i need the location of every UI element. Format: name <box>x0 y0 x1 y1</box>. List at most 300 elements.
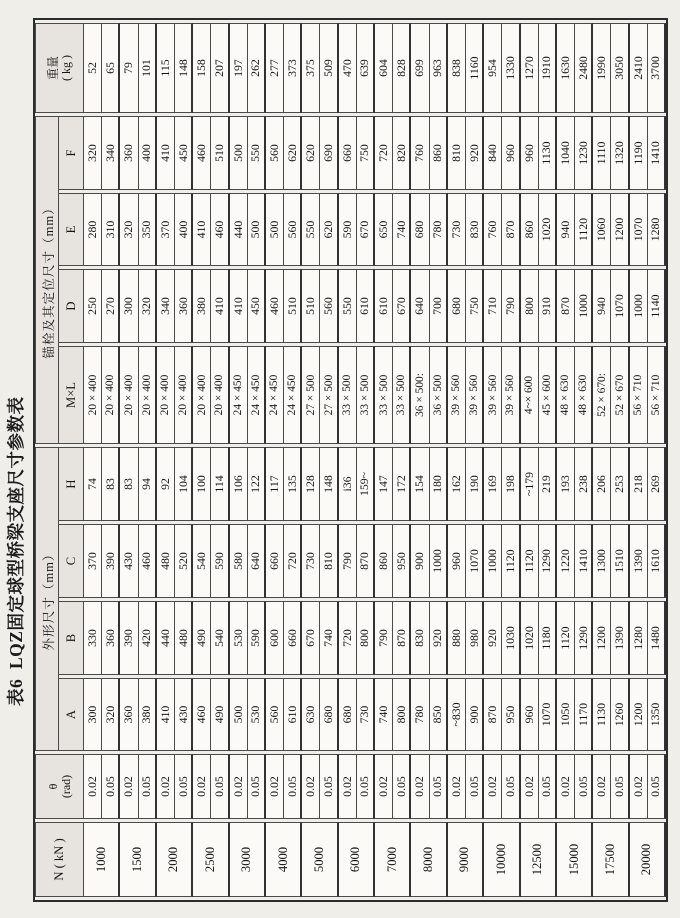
cell-a: 680 <box>320 678 338 751</box>
cell-e: 740 <box>393 193 411 266</box>
cell-mxl: 48 × 630 <box>575 346 593 444</box>
cell-a: 780 <box>411 678 429 751</box>
cell-h: 172 <box>393 447 411 521</box>
cell-kg: 207 <box>211 23 229 113</box>
cell-d: 320 <box>139 269 157 343</box>
cell-kg: 2410 <box>630 23 648 113</box>
cell-mxl: 56 × 710 <box>630 346 648 444</box>
cell-a: 850 <box>430 678 448 751</box>
cell-f: 1110 <box>593 116 611 190</box>
cell-f: 510 <box>211 116 229 190</box>
cell-kg: 65 <box>102 23 120 113</box>
cell-mxl: 45 × 600 <box>539 346 557 444</box>
table-row <box>102 23 120 897</box>
cell-e: 460 <box>211 193 229 266</box>
cell-kg: 1630 <box>557 23 575 113</box>
table-row <box>357 23 375 897</box>
table-row <box>157 23 175 897</box>
cell-kg: 197 <box>230 23 248 113</box>
cell-e: 830 <box>466 193 484 266</box>
cell-f: 960 <box>521 116 539 190</box>
cell-e: 370 <box>157 193 175 266</box>
cell-kg: 158 <box>193 23 211 113</box>
cell-theta: 0.05 <box>430 754 448 819</box>
cell-d: 710 <box>484 269 502 343</box>
cell-a: 460 <box>193 678 211 751</box>
col-header-c: C <box>59 524 84 598</box>
cell-a: 380 <box>139 678 157 751</box>
cell-b: 920 <box>484 601 502 675</box>
cell-b: 440 <box>157 601 175 675</box>
cell-d: 1140 <box>648 269 666 343</box>
cell-h: 83 <box>102 447 120 521</box>
cell-e: 940 <box>557 193 575 266</box>
cell-c: 640 <box>248 524 266 598</box>
cell-d: 250 <box>84 269 102 343</box>
cell-a: ~830 <box>448 678 466 751</box>
cell-h: 94 <box>139 447 157 521</box>
cell-kg: 277 <box>266 23 284 113</box>
table-row <box>648 23 666 897</box>
cell-theta: 0.05 <box>284 754 302 819</box>
cell-c: 370 <box>84 524 102 598</box>
cell-d: 550 <box>339 269 357 343</box>
cell-theta: 0.02 <box>302 754 320 819</box>
cell-kg: 828 <box>393 23 411 113</box>
cell-theta: 0.05 <box>393 754 411 819</box>
table-row <box>557 23 575 897</box>
cell-e: 620 <box>320 193 338 266</box>
cell-b: 390 <box>120 601 138 675</box>
cell-theta: 0.05 <box>248 754 266 819</box>
cell-d: 610 <box>375 269 393 343</box>
cell-a: 610 <box>284 678 302 751</box>
cell-theta: 0.05 <box>575 754 593 819</box>
cell-a: 530 <box>248 678 266 751</box>
cell-theta: 0.05 <box>357 754 375 819</box>
cell-f: 360 <box>120 116 138 190</box>
cell-e: 350 <box>139 193 157 266</box>
cell-f: 1130 <box>539 116 557 190</box>
cell-f: 960 <box>502 116 520 190</box>
table-row <box>339 23 357 897</box>
cell-h: i36 <box>339 447 357 521</box>
cell-c: 540 <box>193 524 211 598</box>
cell-kg: 115 <box>157 23 175 113</box>
cell-mxl: 39 × 560 <box>502 346 520 444</box>
cell-c: 720 <box>284 524 302 598</box>
table-row <box>521 23 539 897</box>
cell-h: ~179 <box>521 447 539 521</box>
cell-b: 1280 <box>630 601 648 675</box>
cell-c: 1610 <box>648 524 666 598</box>
table-row <box>266 23 284 897</box>
cell-mxl: 4~× 600 <box>521 346 539 444</box>
cell-c: 810 <box>320 524 338 598</box>
table-row <box>375 23 393 897</box>
cell-d: 1070 <box>611 269 629 343</box>
cell-d: 1000 <box>575 269 593 343</box>
cell-e: 500 <box>266 193 284 266</box>
table-row <box>230 23 248 897</box>
cell-h: 169 <box>484 447 502 521</box>
table-head <box>35 23 84 897</box>
cell-d: 750 <box>466 269 484 343</box>
cell-h: 154 <box>411 447 429 521</box>
cell-a: 300 <box>84 678 102 751</box>
cell-b: 1020 <box>521 601 539 675</box>
cell-f: 920 <box>466 116 484 190</box>
cell-d: 870 <box>557 269 575 343</box>
cell-a: 1050 <box>557 678 575 751</box>
cell-c: 1070 <box>466 524 484 598</box>
cell-theta: 0.05 <box>611 754 629 819</box>
cell-b: 1200 <box>593 601 611 675</box>
cell-c: 1510 <box>611 524 629 598</box>
cell-theta: 0.02 <box>557 754 575 819</box>
cell-e: 730 <box>448 193 466 266</box>
cell-b: 790 <box>375 601 393 675</box>
cell-kg: 375 <box>302 23 320 113</box>
cell-f: 1230 <box>575 116 593 190</box>
cell-c: 900 <box>411 524 429 598</box>
cell-b: 480 <box>175 601 193 675</box>
cell-kg: 954 <box>484 23 502 113</box>
cell-c: 1300 <box>593 524 611 598</box>
cell-kg: 470 <box>339 23 357 113</box>
cell-c: 1000 <box>430 524 448 598</box>
cell-a: 1170 <box>575 678 593 751</box>
cell-e: 670 <box>357 193 375 266</box>
cell-b: 670 <box>302 601 320 675</box>
cell-e: 1020 <box>539 193 557 266</box>
cell-e: 440 <box>230 193 248 266</box>
n-value-cell: 12500 <box>521 822 557 897</box>
cell-kg: 52 <box>84 23 102 113</box>
cell-theta: 0.05 <box>466 754 484 819</box>
cell-c: 960 <box>448 524 466 598</box>
cell-theta: 0.05 <box>320 754 338 819</box>
cell-c: 430 <box>120 524 138 598</box>
cell-e: 1280 <box>648 193 666 266</box>
cell-c: 460 <box>139 524 157 598</box>
table-row <box>611 23 629 897</box>
cell-f: 450 <box>175 116 193 190</box>
cell-b: 360 <box>102 601 120 675</box>
cell-f: 620 <box>284 116 302 190</box>
cell-theta: 0.02 <box>448 754 466 819</box>
cell-d: 640 <box>411 269 429 343</box>
table-row <box>411 23 429 897</box>
cell-f: 840 <box>484 116 502 190</box>
n-value-cell: 7000 <box>375 822 411 897</box>
cell-theta: 0.05 <box>648 754 666 819</box>
cell-f: 1410 <box>648 116 666 190</box>
cell-h: 193 <box>557 447 575 521</box>
col-header-d: D <box>59 269 84 343</box>
cell-mxl: 24 × 450 <box>284 346 302 444</box>
cell-f: 560 <box>266 116 284 190</box>
cell-theta: 0.02 <box>484 754 502 819</box>
cell-theta: 0.05 <box>502 754 520 819</box>
cell-a: 1130 <box>593 678 611 751</box>
cell-b: 880 <box>448 601 466 675</box>
cell-h: 100 <box>193 447 211 521</box>
cell-mxl: 20 × 400 <box>102 346 120 444</box>
cell-a: 900 <box>466 678 484 751</box>
cell-f: 690 <box>320 116 338 190</box>
cell-e: 870 <box>502 193 520 266</box>
table-row <box>248 23 266 897</box>
cell-a: 1350 <box>648 678 666 751</box>
cell-theta: 0.02 <box>375 754 393 819</box>
n-value-cell: 1000 <box>84 822 120 897</box>
cell-a: 630 <box>302 678 320 751</box>
cell-h: 106 <box>230 447 248 521</box>
cell-d: 510 <box>302 269 320 343</box>
table-row <box>575 23 593 897</box>
cell-kg: 1990 <box>593 23 611 113</box>
table-row <box>139 23 157 897</box>
cell-h: 190 <box>466 447 484 521</box>
cell-e: 550 <box>302 193 320 266</box>
cell-a: 680 <box>339 678 357 751</box>
cell-mxl: 33 × 500 <box>339 346 357 444</box>
cell-mxl: 27 × 500 <box>320 346 338 444</box>
col-header-e: E <box>59 193 84 266</box>
cell-b: 870 <box>393 601 411 675</box>
col-header-mxl: M×L <box>59 346 84 444</box>
table-row <box>193 23 211 897</box>
cell-h: 92 <box>157 447 175 521</box>
cell-c: 1290 <box>539 524 557 598</box>
cell-c: 1410 <box>575 524 593 598</box>
cell-d: 380 <box>193 269 211 343</box>
cell-d: 680 <box>448 269 466 343</box>
cell-b: 1480 <box>648 601 666 675</box>
table-row <box>175 23 193 897</box>
cell-mxl: 36 × 500: <box>411 346 429 444</box>
cell-e: 860 <box>521 193 539 266</box>
cell-c: 1000 <box>484 524 502 598</box>
cell-kg: 509 <box>320 23 338 113</box>
cell-f: 760 <box>411 116 429 190</box>
n-value-cell: 20000 <box>630 822 666 897</box>
cell-mxl: 33 × 500 <box>357 346 375 444</box>
cell-d: 360 <box>175 269 193 343</box>
cell-f: 620 <box>302 116 320 190</box>
cell-mxl: 20 × 400 <box>120 346 138 444</box>
cell-c: 390 <box>102 524 120 598</box>
cell-f: 460 <box>193 116 211 190</box>
cell-f: 750 <box>357 116 375 190</box>
cell-h: 162 <box>448 447 466 521</box>
cell-f: 860 <box>430 116 448 190</box>
table-row <box>630 23 648 897</box>
cell-f: 660 <box>339 116 357 190</box>
cell-theta: 0.02 <box>84 754 102 819</box>
cell-kg: 148 <box>175 23 193 113</box>
cell-e: 1120 <box>575 193 593 266</box>
cell-kg: 1160 <box>466 23 484 113</box>
cell-e: 320 <box>120 193 138 266</box>
cell-mxl: 24 × 450 <box>266 346 284 444</box>
cell-mxl: 20 × 400 <box>211 346 229 444</box>
cell-e: 310 <box>102 193 120 266</box>
cell-theta: 0.02 <box>411 754 429 819</box>
cell-c: 860 <box>375 524 393 598</box>
cell-kg: 1910 <box>539 23 557 113</box>
col-header-a: A <box>59 678 84 751</box>
cell-c: 1120 <box>502 524 520 598</box>
cell-theta: 0.02 <box>120 754 138 819</box>
cell-f: 1190 <box>630 116 648 190</box>
cell-a: 360 <box>120 678 138 751</box>
cell-d: 460 <box>266 269 284 343</box>
cell-theta: 0.02 <box>157 754 175 819</box>
cell-h: 198 <box>502 447 520 521</box>
cell-kg: 3050 <box>611 23 629 113</box>
cell-b: 490 <box>193 601 211 675</box>
cell-h: 219 <box>539 447 557 521</box>
cell-theta: 0.02 <box>230 754 248 819</box>
cell-mxl: 24 × 450 <box>248 346 266 444</box>
cell-b: 420 <box>139 601 157 675</box>
cell-d: 300 <box>120 269 138 343</box>
cell-h: 159~ <box>357 447 375 521</box>
cell-b: 980 <box>466 601 484 675</box>
cell-e: 560 <box>284 193 302 266</box>
cell-h: 117 <box>266 447 284 521</box>
parameter-table-wrap <box>33 18 668 902</box>
cell-theta: 0.02 <box>593 754 611 819</box>
table-row <box>539 23 557 897</box>
anchor-group-header: 锚栓及其定位尺寸（mm） <box>35 116 59 444</box>
cell-h: 218 <box>630 447 648 521</box>
cell-kg: 373 <box>284 23 302 113</box>
cell-b: 920 <box>430 601 448 675</box>
cell-f: 720 <box>375 116 393 190</box>
table-row <box>284 23 302 897</box>
cell-f: 820 <box>393 116 411 190</box>
cell-c: 660 <box>266 524 284 598</box>
cell-mxl: 39 × 560 <box>466 346 484 444</box>
cell-d: 510 <box>284 269 302 343</box>
cell-a: 560 <box>266 678 284 751</box>
cell-a: 1070 <box>539 678 557 751</box>
cell-d: 450 <box>248 269 266 343</box>
cell-f: 340 <box>102 116 120 190</box>
n-value-cell: 15000 <box>557 822 593 897</box>
cell-e: 280 <box>84 193 102 266</box>
table-row <box>211 23 229 897</box>
table-row <box>430 23 448 897</box>
table-row <box>484 23 502 897</box>
cell-b: 1390 <box>611 601 629 675</box>
col-header-b: B <box>59 601 84 675</box>
n-value-cell: 17500 <box>593 822 629 897</box>
table-row <box>320 23 338 897</box>
cell-f: 500 <box>230 116 248 190</box>
cell-e: 650 <box>375 193 393 266</box>
cell-d: 800 <box>521 269 539 343</box>
n-value-cell: 2500 <box>193 822 229 897</box>
cell-h: 206 <box>593 447 611 521</box>
cell-theta: 0.05 <box>102 754 120 819</box>
cell-f: 1320 <box>611 116 629 190</box>
cell-theta: 0.02 <box>339 754 357 819</box>
cell-f: 550 <box>248 116 266 190</box>
cell-mxl: 33 × 500 <box>375 346 393 444</box>
cell-c: 790 <box>339 524 357 598</box>
cell-h: 238 <box>575 447 593 521</box>
table-row <box>466 23 484 897</box>
cell-mxl: 20 × 400 <box>175 346 193 444</box>
cell-mxl: 48 × 630 <box>557 346 575 444</box>
col-header-h: H <box>59 447 84 521</box>
cell-d: 410 <box>211 269 229 343</box>
cell-mxl: 20 × 400 <box>84 346 102 444</box>
cell-e: 1060 <box>593 193 611 266</box>
cell-c: 480 <box>157 524 175 598</box>
cell-mxl: 20 × 400 <box>157 346 175 444</box>
cell-theta: 0.02 <box>193 754 211 819</box>
cell-f: 1040 <box>557 116 575 190</box>
cell-c: 580 <box>230 524 248 598</box>
n-value-cell: 1500 <box>120 822 156 897</box>
cell-mxl: 33 × 500 <box>393 346 411 444</box>
cell-c: 950 <box>393 524 411 598</box>
n-value-cell: 9000 <box>448 822 484 897</box>
cell-kg: 963 <box>430 23 448 113</box>
cell-h: 83 <box>120 447 138 521</box>
n-value-cell: 6000 <box>339 822 375 897</box>
table-row <box>302 23 320 897</box>
n-value-cell: 2000 <box>157 822 193 897</box>
cell-kg: 101 <box>139 23 157 113</box>
cell-b: 530 <box>230 601 248 675</box>
cell-b: 1120 <box>557 601 575 675</box>
cell-mxl: 24 × 450 <box>230 346 248 444</box>
cell-a: 500 <box>230 678 248 751</box>
cell-b: 540 <box>211 601 229 675</box>
cell-a: 870 <box>484 678 502 751</box>
cell-h: 180 <box>430 447 448 521</box>
cell-a: 320 <box>102 678 120 751</box>
header-row-groups <box>35 23 59 897</box>
cell-b: 1030 <box>502 601 520 675</box>
cell-d: 610 <box>357 269 375 343</box>
cell-d: 940 <box>593 269 611 343</box>
cell-b: 330 <box>84 601 102 675</box>
cell-h: 269 <box>648 447 666 521</box>
table-row <box>84 23 102 897</box>
cell-f: 400 <box>139 116 157 190</box>
table-row <box>393 23 411 897</box>
cell-a: 1260 <box>611 678 629 751</box>
n-value-cell: 4000 <box>266 822 302 897</box>
cell-b: 800 <box>357 601 375 675</box>
cell-a: 800 <box>393 678 411 751</box>
cell-theta: 0.02 <box>521 754 539 819</box>
cell-a: 490 <box>211 678 229 751</box>
cell-h: 128 <box>302 447 320 521</box>
n-value-cell: 5000 <box>302 822 338 897</box>
cell-b: 1180 <box>539 601 557 675</box>
cell-a: 950 <box>502 678 520 751</box>
cell-d: 700 <box>430 269 448 343</box>
cell-e: 1200 <box>611 193 629 266</box>
